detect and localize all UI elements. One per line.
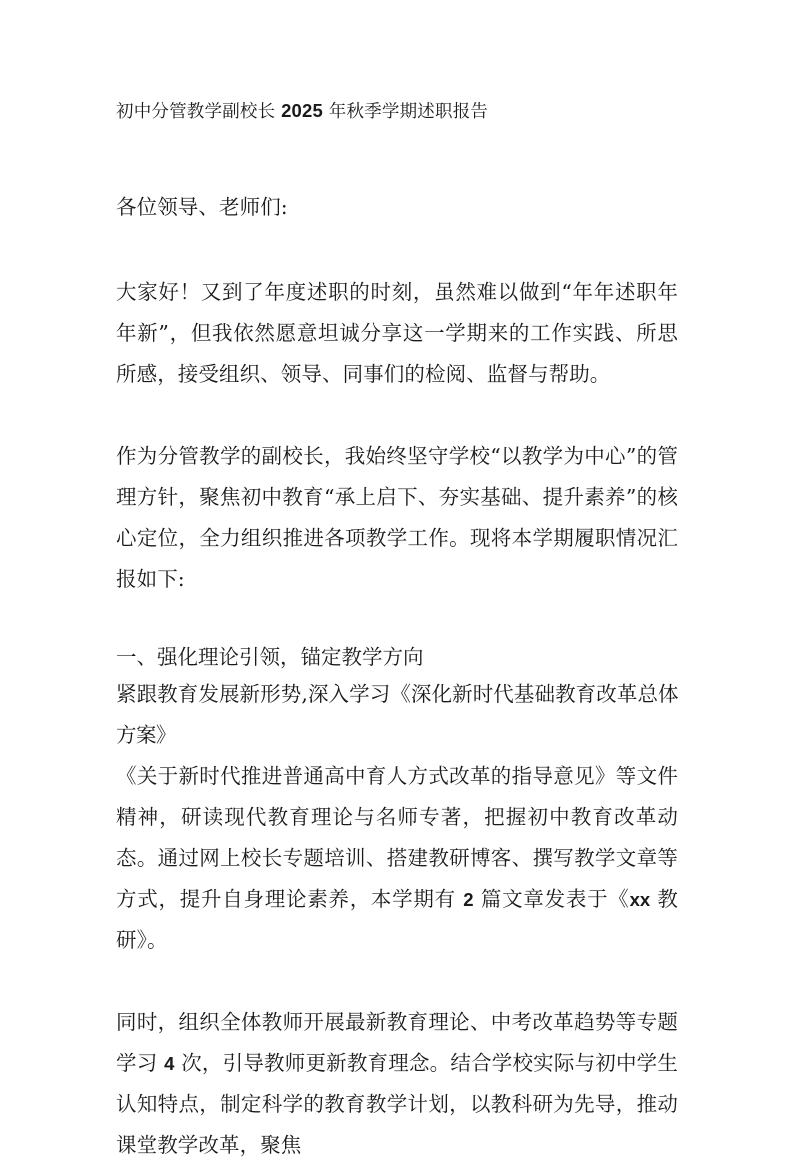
- document-title-suffix: 年秋季学期述职报告: [323, 102, 489, 122]
- training-text-after-count: 次，引导教师更新教育理念。结合学校实际与初中学生认知特点，制定科学的教育教学计划，以教科研为先导，推动课堂教学改革，聚焦: [116, 1051, 678, 1157]
- section-one-body-text: 《关于新时代推进普通高中育人方式改革的指导意见》等文件精神，研读现代教育理论与名师专著，把握初中教育改革动态。通过网上校长专题培训、搭建教研博客、撰写教学文章等方式，提升自身理论素养，本学期有: [116, 764, 678, 911]
- section-one-body: [116, 756, 678, 961]
- document-title-prefix: 初中分管教学副校长: [116, 102, 282, 122]
- journal-name-suffix: 教研》。: [116, 887, 679, 952]
- training-text-before-count: 同时，组织全体教师开展最新教育理论、中考改革趋势等专题学习: [116, 1010, 678, 1075]
- spacer-after-greeting: [116, 395, 678, 436]
- spacer-after-title: [116, 127, 678, 187]
- section-one-policy-line: 紧跟教育发展新形势,深入学习《深化新时代基础教育改革总体方案》: [116, 682, 678, 747]
- journal-name-placeholder: xx: [629, 889, 651, 910]
- spacer-after-positioning: [116, 600, 678, 641]
- section-one-body-mid: 篇文章发表于《: [473, 887, 630, 911]
- salutation: 各位领导、老师们:: [116, 195, 288, 219]
- paragraph-greeting: 大家好！又到了年度述职的时刻，虽然难以做到“年年述职年年新”，但我依然愿意坦诚分享这一学期来的工作实践、所思所感，接受组织、领导、同事们的检阅、监督与帮助。: [116, 280, 678, 386]
- paragraph-training: [116, 1002, 678, 1166]
- training-session-count: 4: [164, 1053, 175, 1074]
- spacer-before-training: [116, 961, 678, 1002]
- spacer-after-salutation: [116, 228, 678, 272]
- document-title-year: 2025: [281, 100, 324, 121]
- document-content: [116, 96, 678, 1166]
- document-title: [116, 96, 678, 127]
- section-one-heading: 一、强化理论引领，锚定教学方向: [116, 645, 424, 669]
- paragraph-positioning: 作为分管教学的副校长，我始终坚守学校“以教学为中心”的管理方针，聚焦初中教育“承上启下、夯实基础、提升素养”的核心定位，全力组织推进各项教学工作。现将本学期履职情况汇报如下:: [116, 444, 678, 591]
- article-count: 2: [463, 889, 474, 910]
